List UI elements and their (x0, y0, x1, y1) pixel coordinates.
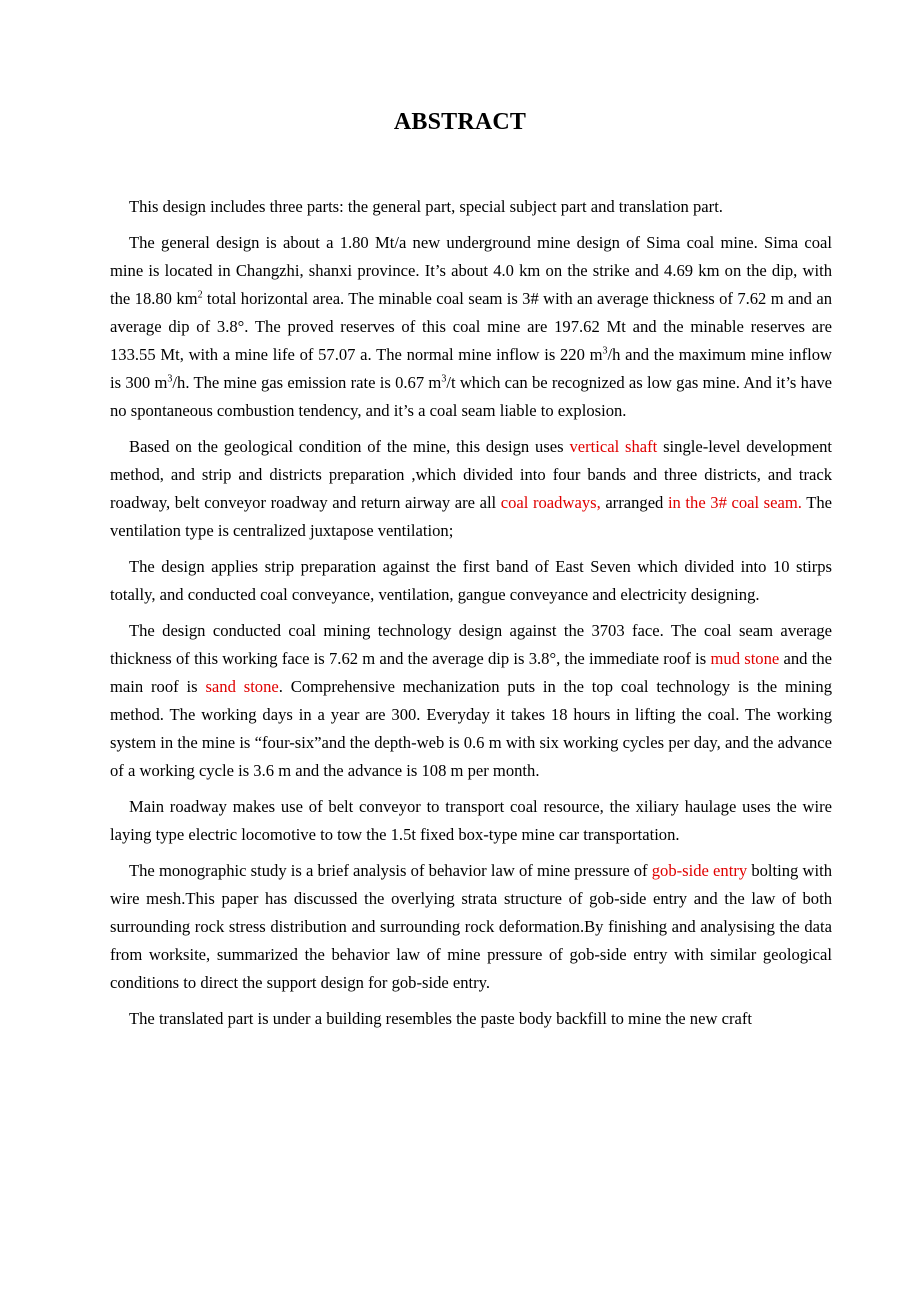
paragraph-mining-technology (110, 617, 832, 785)
highlight-coal-seam: in the 3# coal seam. (667, 493, 802, 512)
paragraph-monographic-study (110, 857, 832, 997)
text-run: The ventilation type is centralized juxtapose ventilation; (110, 493, 833, 540)
highlight-gob-side-entry: gob-side entry (651, 861, 748, 880)
text-run: /t which can be recognized as low gas mine. And it’s have no spontaneous combustion tendency, and it’s a coal seam liable to explosion. (110, 373, 832, 420)
highlight-coal-roadways: coal roadways, (500, 493, 601, 512)
abstract-body (110, 193, 832, 1041)
highlight-sand-stone: sand stone (205, 677, 279, 696)
superscript: 3 (441, 373, 447, 385)
paragraph-strip-preparation: The design applies strip preparation against the first band of East Seven which divided into 10 stirps totally, and conducted coal conveyance, ventilation, gangue conveyance and electricity designing. (110, 557, 832, 604)
paragraph-translation: The translated part is under a building resembles the paste body backfill to mine the new craft (129, 1009, 752, 1028)
paragraph-transport: Main roadway makes use of belt conveyor to transport coal resource, the xiliary haulage uses the wire laying type electric locomotive to tow the 1.5t fixed box-type mine car transportation. (110, 797, 832, 844)
text-run: The monographic study is a brief analysis of behavior law of mine pressure of (129, 861, 652, 880)
paragraph-general-design (110, 229, 832, 425)
text-run: and the main roof is (110, 649, 832, 696)
text-run: total horizontal area. The minable coal seam is 3# with an average thickness of 7.62 m and an average dip of 3.8°. The proved reserves of this coal mine are 197.62 Mt and the minable reserves are 133.55 Mt, with a mine life of 57.07 a. The normal mine inflow is 220 m (110, 289, 832, 364)
text-run: bolting with wire mesh.This paper has discussed the overlying strata structure of gob-side entry and the law of both surrounding rock stress distribution and surrounding rock deformation.By finishing and analysising the data from worksite, summarized the behavior law of mine pressure of gob-side entry with similar geological conditions to direct the support design for gob-side entry. (110, 861, 832, 992)
superscript: 3 (167, 373, 173, 385)
text-run: . Comprehensive mechanization puts in the top coal technology is the mining method. The working days in a year are 300. Everyday it takes 18 hours in lifting the coal. The working system in the mine is “four-six”and the depth-web is 0.6 m with six working cycles per day, and the advance of a working cycle is 3.6 m and the advance is 108 m per month. (110, 677, 833, 780)
text-run: The general design is about a 1.80 Mt/a new underground mine design of Sima coal mine. Sima coal mine is located in Changzhi, shanxi province. It’s about 4.0 km on the strike and 4.69 km on the dip, with the 18.80 km (110, 233, 832, 308)
text-run: Based on the geological condition of the mine, this design uses (129, 437, 570, 456)
text-run: The design conducted coal mining technology design against the 3703 face. The coal seam average thickness of this working face is 7.62 m and the average dip is 3.8°, the immediate roof is (110, 621, 832, 668)
paragraph-development (110, 433, 832, 545)
text-run: single-level development method, and strip and districts preparation ,which divided into four bands and three districts, and track roadway, belt conveyor roadway and return airway are all (110, 437, 833, 512)
text-run: /h. The mine gas emission rate is 0.67 m (172, 373, 442, 392)
page-title: ABSTRACT (393, 109, 527, 135)
text-run: /h and the maximum mine inflow is 300 m (110, 345, 832, 392)
superscript: 3 (602, 345, 608, 357)
text-run: arranged (600, 493, 668, 512)
highlight-vertical-shaft: vertical shaft (569, 437, 658, 456)
paragraph-overview: This design includes three parts: the general part, special subject part and translation part. (129, 197, 723, 216)
highlight-mud-stone: mud stone (710, 649, 780, 668)
superscript: 2 (197, 289, 203, 301)
